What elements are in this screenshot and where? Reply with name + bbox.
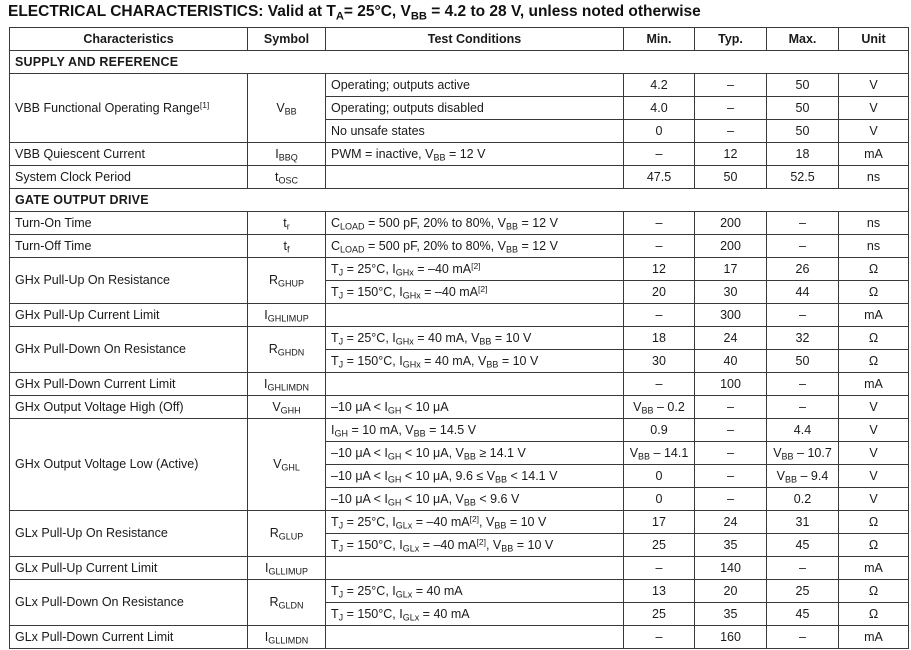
unit-cell: Ω (839, 511, 909, 534)
table-row (10, 419, 909, 442)
min-cell: 0.9 (624, 419, 695, 442)
header-typ: Typ. (695, 28, 767, 51)
typ-cell: 35 (695, 534, 767, 557)
section-heading: SUPPLY AND REFERENCE (10, 51, 909, 74)
typ-cell: – (695, 419, 767, 442)
test-condition-cell: $T_J = 25^\circ C$, $I_{GLx} = -40$ mA[2], $V_{BB} = 10$ V (326, 511, 624, 534)
max-cell: 52.5 (767, 166, 839, 189)
characteristic-cell: GHx Pull-Down Current Limit (10, 373, 248, 396)
unit-cell: Ω (839, 327, 909, 350)
unit-cell: V (839, 74, 909, 97)
symbol-cell: $I_{GLLIMUP}$ (248, 557, 326, 580)
unit-cell: Ω (839, 281, 909, 304)
unit-cell: mA (839, 373, 909, 396)
unit-cell: V (839, 396, 909, 419)
min-cell: 18 (624, 327, 695, 350)
test-condition-cell: Operating; outputs disabled (326, 97, 624, 120)
min-cell: – (624, 212, 695, 235)
unit-cell: Ω (839, 580, 909, 603)
unit-cell: Ω (839, 603, 909, 626)
min-cell: 25 (624, 534, 695, 557)
table-title: ELECTRICAL CHARACTERISTICS: Valid at $T_A= 25^\circ C$, $V_{BB} = 4.2$ to 28 V, unless noted otherwise (8, 3, 701, 23)
unit-cell: V (839, 97, 909, 120)
unit-cell: V (839, 442, 909, 465)
unit-cell: mA (839, 557, 909, 580)
unit-cell: Ω (839, 258, 909, 281)
test-condition-cell: $T_J = 150^\circ C$, $I_{GHx} = -40$ mA[2] (326, 281, 624, 304)
symbol-cell: $I_{GHLIMUP}$ (248, 304, 326, 327)
max-cell: – (767, 212, 839, 235)
typ-cell: – (695, 442, 767, 465)
typ-cell: 35 (695, 603, 767, 626)
min-cell: 4.2 (624, 74, 695, 97)
typ-cell: – (695, 396, 767, 419)
symbol-cell: $R_{GLDN}$ (248, 580, 326, 626)
typ-cell: 20 (695, 580, 767, 603)
test-condition-cell: –10 $\mu A < I_{GH} < 10$ μA, $9.6 \le V_{BB} < 14.1$ V (326, 465, 624, 488)
min-cell: – (624, 373, 695, 396)
header-test-conditions: Test Conditions (326, 28, 624, 51)
unit-cell: Ω (839, 534, 909, 557)
max-cell: 26 (767, 258, 839, 281)
max-cell: 50 (767, 120, 839, 143)
table-row (10, 258, 909, 281)
test-condition-cell: –10 $\mu A < I_{GH} < 10$ μA, $V_{BB} < 9.6$ V (326, 488, 624, 511)
header-min: Min. (624, 28, 695, 51)
typ-cell: 200 (695, 235, 767, 258)
table-row (10, 327, 909, 350)
characteristic-cell: VBB Functional Operating Range[1] (10, 74, 248, 143)
test-condition-cell: Operating; outputs active (326, 74, 624, 97)
max-cell: – (767, 235, 839, 258)
symbol-cell: $I_{BBQ}$ (248, 143, 326, 166)
table-row (10, 304, 909, 327)
electrical-characteristics-table (9, 27, 909, 649)
characteristic-cell: Turn-On Time (10, 212, 248, 235)
table-row (10, 580, 909, 603)
test-condition-cell: $C_{LOAD} = 500$ pF, 20% to 80%, $V_{BB} = 12$ V (326, 235, 624, 258)
table-row (10, 235, 909, 258)
test-condition-cell: No unsafe states (326, 120, 624, 143)
test-condition-cell: $T_J = 150^\circ C$, $I_{GLx} = -40$ mA[2], $V_{BB} = 10$ V (326, 534, 624, 557)
test-condition-cell (326, 626, 624, 649)
min-cell: 13 (624, 580, 695, 603)
test-condition-cell: –10 $\mu A < I_{GH} < 10$ μA (326, 396, 624, 419)
characteristic-cell: GHx Output Voltage Low (Active) (10, 419, 248, 511)
max-cell: $V_{BB} - 9.4$ (767, 465, 839, 488)
test-condition-cell: $I_{GH} = 10$ mA, $V_{BB} = 14.5$ V (326, 419, 624, 442)
test-condition-cell (326, 373, 624, 396)
header-unit: Unit (839, 28, 909, 51)
table-row (10, 626, 909, 649)
max-cell: – (767, 304, 839, 327)
symbol-cell: $R_{GHDN}$ (248, 327, 326, 373)
characteristic-cell: GHx Pull-Up On Resistance (10, 258, 248, 304)
max-cell: – (767, 373, 839, 396)
header-max: Max. (767, 28, 839, 51)
max-cell: 44 (767, 281, 839, 304)
max-cell: – (767, 557, 839, 580)
max-cell: 50 (767, 97, 839, 120)
max-cell: – (767, 396, 839, 419)
typ-cell: – (695, 120, 767, 143)
characteristic-cell: GLx Pull-Down On Resistance (10, 580, 248, 626)
typ-cell: 50 (695, 166, 767, 189)
unit-cell: V (839, 419, 909, 442)
typ-cell: – (695, 465, 767, 488)
typ-cell: 24 (695, 511, 767, 534)
min-cell: $V_{BB} - 0.2$ (624, 396, 695, 419)
test-condition-cell (326, 557, 624, 580)
unit-cell: Ω (839, 350, 909, 373)
max-cell: 45 (767, 534, 839, 557)
characteristic-cell: System Clock Period (10, 166, 248, 189)
typ-cell: 12 (695, 143, 767, 166)
characteristic-cell: Turn-Off Time (10, 235, 248, 258)
typ-cell: 17 (695, 258, 767, 281)
symbol-cell: $I_{GLLIMDN}$ (248, 626, 326, 649)
characteristic-cell: GHx Pull-Down On Resistance (10, 327, 248, 373)
unit-cell: V (839, 465, 909, 488)
test-condition-cell: $T_J = 25^\circ C$, $I_{GHx} = -40$ mA[2] (326, 258, 624, 281)
typ-cell: 300 (695, 304, 767, 327)
unit-cell: ns (839, 235, 909, 258)
test-condition-cell: $T_J = 25^\circ C$, $I_{GLx} = 40$ mA (326, 580, 624, 603)
table-row (10, 557, 909, 580)
max-cell: 32 (767, 327, 839, 350)
min-cell: – (624, 143, 695, 166)
table-row (10, 166, 909, 189)
max-cell: 18 (767, 143, 839, 166)
min-cell: – (624, 626, 695, 649)
section-heading: GATE OUTPUT DRIVE (10, 189, 909, 212)
symbol-cell: $t_f$ (248, 235, 326, 258)
symbol-cell: $V_{GHL}$ (248, 419, 326, 511)
unit-cell: V (839, 120, 909, 143)
unit-cell: V (839, 488, 909, 511)
min-cell: 0 (624, 488, 695, 511)
test-condition-cell: $T_J = 25^\circ C$, $I_{GHx} = 40$ mA, $V_{BB} = 10$ V (326, 327, 624, 350)
min-cell: – (624, 235, 695, 258)
symbol-cell: $R_{GLUP}$ (248, 511, 326, 557)
test-condition-cell (326, 166, 624, 189)
table-row (10, 396, 909, 419)
typ-cell: – (695, 97, 767, 120)
max-cell: 0.2 (767, 488, 839, 511)
min-cell: 47.5 (624, 166, 695, 189)
typ-cell: 160 (695, 626, 767, 649)
characteristic-cell: GHx Output Voltage High (Off) (10, 396, 248, 419)
typ-cell: 40 (695, 350, 767, 373)
symbol-cell: $t_{OSC}$ (248, 166, 326, 189)
max-cell: 25 (767, 580, 839, 603)
min-cell: 12 (624, 258, 695, 281)
typ-cell: 100 (695, 373, 767, 396)
max-cell: 4.4 (767, 419, 839, 442)
max-cell: 50 (767, 350, 839, 373)
unit-cell: mA (839, 304, 909, 327)
typ-cell: – (695, 488, 767, 511)
typ-cell: – (695, 74, 767, 97)
symbol-cell: $V_{BB}$ (248, 74, 326, 143)
test-condition-cell: PWM = inactive, $V_{BB} = 12$ V (326, 143, 624, 166)
unit-cell: mA (839, 626, 909, 649)
test-condition-cell: –10 $\mu A < I_{GH} < 10$ μA, $V_{BB} \ge 14.1$ V (326, 442, 624, 465)
min-cell: 30 (624, 350, 695, 373)
min-cell: 0 (624, 120, 695, 143)
section-row (10, 51, 909, 74)
min-cell: 20 (624, 281, 695, 304)
typ-cell: 140 (695, 557, 767, 580)
max-cell: 50 (767, 74, 839, 97)
symbol-cell: $I_{GHLIMDN}$ (248, 373, 326, 396)
table-row (10, 511, 909, 534)
table-body (10, 51, 909, 649)
min-cell: 4.0 (624, 97, 695, 120)
test-condition-cell: $T_J = 150^\circ C$, $I_{GLx} = 40$ mA (326, 603, 624, 626)
symbol-cell: $R_{GHUP}$ (248, 258, 326, 304)
unit-cell: ns (839, 166, 909, 189)
max-cell: 45 (767, 603, 839, 626)
min-cell: – (624, 304, 695, 327)
characteristic-cell: VBB Quiescent Current (10, 143, 248, 166)
test-condition-cell: $T_J = 150^\circ C$, $I_{GHx} = 40$ mA, $V_{BB} = 10$ V (326, 350, 624, 373)
max-cell: – (767, 626, 839, 649)
characteristic-cell: GLx Pull-Up Current Limit (10, 557, 248, 580)
header-characteristics: Characteristics (10, 28, 248, 51)
max-cell: 31 (767, 511, 839, 534)
typ-cell: 30 (695, 281, 767, 304)
table-row (10, 143, 909, 166)
characteristic-cell: GLx Pull-Up On Resistance (10, 511, 248, 557)
min-cell: 0 (624, 465, 695, 488)
unit-cell: mA (839, 143, 909, 166)
characteristic-cell: GHx Pull-Up Current Limit (10, 304, 248, 327)
test-condition-cell: $C_{LOAD} = 500$ pF, 20% to 80%, $V_{BB} = 12$ V (326, 212, 624, 235)
unit-cell: ns (839, 212, 909, 235)
typ-cell: 200 (695, 212, 767, 235)
section-row (10, 189, 909, 212)
table-row (10, 74, 909, 97)
symbol-cell: $t_r$ (248, 212, 326, 235)
min-cell: $V_{BB} - 14.1$ (624, 442, 695, 465)
test-condition-cell (326, 304, 624, 327)
typ-cell: 24 (695, 327, 767, 350)
header-symbol: Symbol (248, 28, 326, 51)
table-row (10, 212, 909, 235)
symbol-cell: $V_{GHH}$ (248, 396, 326, 419)
table-row (10, 373, 909, 396)
min-cell: – (624, 557, 695, 580)
min-cell: 17 (624, 511, 695, 534)
characteristic-cell: GLx Pull-Down Current Limit (10, 626, 248, 649)
max-cell: $V_{BB} - 10.7$ (767, 442, 839, 465)
header-row (10, 28, 909, 51)
min-cell: 25 (624, 603, 695, 626)
